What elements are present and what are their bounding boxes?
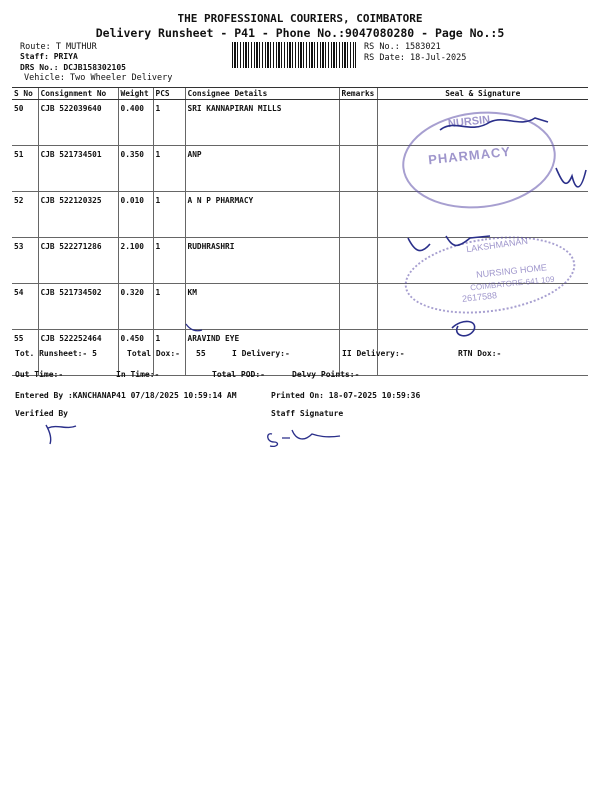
col-header-sno: S No — [12, 88, 38, 100]
cell-consignment: CJB 522039640 — [38, 100, 118, 146]
i-delivery-label: I Delivery:- — [232, 349, 290, 358]
cell-pcs: 1 — [153, 238, 185, 284]
ii-delivery-label: II Delivery:- — [342, 349, 405, 358]
staff-signature-label: Staff Signature — [271, 409, 344, 418]
verified-by-label: Verified By — [15, 409, 68, 418]
printed-on: Printed On: 18-07-2025 10:59:36 — [271, 391, 421, 400]
signature-mark — [186, 324, 202, 331]
total-dox-label: Total Dox:- — [127, 349, 180, 358]
cell-consignment: CJB 522120325 — [38, 192, 118, 238]
entered-by: Entered By :KANCHANAP41 07/18/2025 10:59:14 AM — [15, 391, 237, 400]
runsheet-subtitle: Delivery Runsheet - P41 - Phone No.:9047080280 - Page No.:5 — [95, 26, 505, 40]
cell-consignee: KM — [185, 284, 339, 330]
cell-pcs: 1 — [153, 146, 185, 192]
cell-consignment: CJB 521734502 — [38, 284, 118, 330]
cell-weight: 0.320 — [118, 284, 153, 330]
cell-sno: 52 — [12, 192, 38, 238]
route-label: Route: T MUTHUR — [20, 42, 97, 52]
rs-date: RS Date: 18-Jul-2025 — [364, 53, 467, 63]
cell-consignment: CJB 521734501 — [38, 146, 118, 192]
stamp-text: NURSING HOME — [475, 262, 548, 280]
col-header-remarks: Remarks — [339, 88, 377, 100]
signature-mark — [46, 425, 76, 444]
cell-weight: 2.100 — [118, 238, 153, 284]
total-runsheet: Tot. Runsheet:- 5 — [15, 349, 97, 358]
delvy-points-label: Delvy Points:- — [292, 370, 360, 379]
stamp-text: LAKSHMANAN — [465, 235, 529, 255]
cell-weight: 0.350 — [118, 146, 153, 192]
vehicle-label: Vehicle: Two Wheeler Delivery — [24, 73, 173, 83]
cell-consignee: SRI KANNAPIRAN MILLS — [185, 100, 339, 146]
cell-consignee: A N P PHARMACY — [185, 192, 339, 238]
cell-weight: 0.010 — [118, 192, 153, 238]
rtn-dox-label: RTN Dox:- — [458, 349, 502, 358]
stamp-text: 2617588 — [461, 290, 498, 304]
stamp-text: PHARMACY — [427, 143, 512, 168]
total-dox-value: 55 — [196, 349, 206, 358]
signature-mark — [452, 321, 475, 335]
rs-number: RS No.: 1583021 — [364, 42, 441, 52]
cell-weight: 0.400 — [118, 100, 153, 146]
cell-pcs: 1 — [153, 100, 185, 146]
cell-pcs: 1 — [153, 330, 185, 376]
cell-pcs: 1 — [153, 284, 185, 330]
cell-sno: 54 — [12, 284, 38, 330]
total-pod-label: Total POD:- — [212, 370, 265, 379]
cell-consignee: ARAVIND EYE — [185, 330, 339, 376]
stamp-text: COIMBATORE-641 109 — [469, 274, 555, 293]
cell-consignment: CJB 522252464 — [38, 330, 118, 376]
col-header-signature: Seal & Signature — [377, 88, 588, 100]
company-title: THE PROFESSIONAL COURIERS, COIMBATORE — [177, 12, 423, 25]
cell-consignment: CJB 522271286 — [38, 238, 118, 284]
cell-sno: 51 — [12, 146, 38, 192]
staff-label: Staff: PRIYA — [20, 52, 78, 61]
cell-pcs: 1 — [153, 192, 185, 238]
cell-weight: 0.450 — [118, 330, 153, 376]
signature-mark — [440, 118, 548, 130]
col-header-pcs: PCS — [153, 88, 185, 100]
cell-sno: 50 — [12, 100, 38, 146]
signature-mark — [268, 430, 340, 446]
cell-sno: 53 — [12, 238, 38, 284]
signature-mark — [556, 168, 586, 187]
cell-consignee: ANP — [185, 146, 339, 192]
in-time-label: In Time:- — [116, 370, 160, 379]
col-header-consignee: Consignee Details — [185, 88, 339, 100]
drs-number: DRS No.: DCJB158302105 — [20, 63, 126, 72]
cell-consignee: RUDHRASHRI — [185, 238, 339, 284]
signature-mark — [408, 236, 490, 251]
cell-sno: 55 — [12, 330, 38, 376]
out-time-label: Out Time:- — [15, 370, 64, 379]
col-header-consignment: Consignment No — [38, 88, 118, 100]
col-header-weight: Weight — [118, 88, 153, 100]
stamp-text: NURSIN — [447, 113, 491, 131]
